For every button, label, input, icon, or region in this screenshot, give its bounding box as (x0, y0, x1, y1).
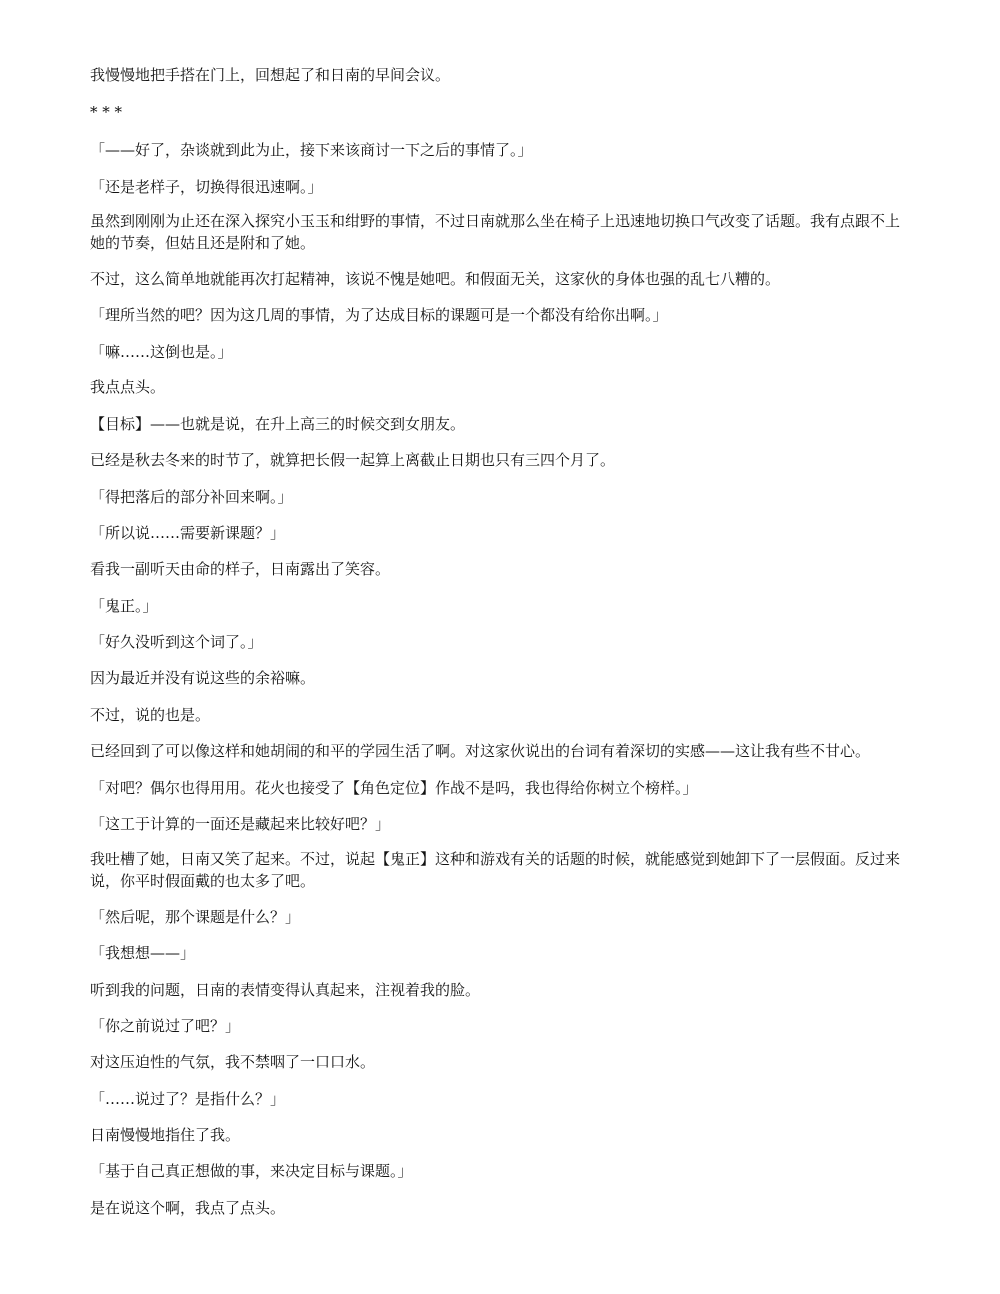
paragraph-25: 听到我的问题，日南的表情变得认真起来，注视着我的脸。 (90, 981, 481, 999)
paragraph-18: 不过，说的也是。 (90, 706, 211, 724)
paragraph-14: 看我一副听天由命的样子，日南露出了笑容。 (90, 560, 391, 578)
paragraph-20: 「对吧？偶尔也得用用。花火也接受了【角色定位】作战不是吗，我也得给你树立个榜样。」 (90, 779, 698, 797)
paragraph-13: 「所以说……需要新课题？」 (90, 524, 286, 542)
paragraph-24: 「我想想——」 (90, 944, 196, 962)
paragraph-6: 不过，这么简单地就能再次打起精神，该说不愧是她吧。和假面无关，这家伙的身体也强的乱七八糟的。 (90, 270, 781, 288)
paragraph-10: 【目标】——也就是说，在升上高三的时候交到女朋友。 (90, 415, 466, 433)
paragraph-30: 「基于自己真正想做的事，来决定目标与课题。」 (90, 1162, 413, 1180)
paragraph-9: 我点点头。 (90, 378, 166, 396)
paragraph-4: 「还是老样子，切换得很迅速啊。」 (90, 178, 323, 196)
paragraph-12: 「得把落后的部分补回来啊。」 (90, 488, 293, 506)
paragraph-7: 「理所当然的吧？因为这几周的事情，为了达成目标的课题可是一个都没有给你出啊。」 (90, 306, 668, 324)
paragraph-23: 「然后呢，那个课题是什么？」 (90, 908, 301, 926)
paragraph-19: 已经回到了可以像这样和她胡闹的和平的学园生活了啊。对这家伙说出的台词有着深切的实感——这让我有些不甘心。 (90, 742, 871, 760)
paragraph-8: 「嘛……这倒也是。」 (90, 343, 233, 361)
paragraph-27: 对这压迫性的气氛，我不禁咽了一口口水。 (90, 1053, 376, 1071)
paragraph-11: 已经是秋去冬来的时节了，就算把长假一起算上离截止日期也只有三四个月了。 (90, 451, 616, 469)
paragraph-21: 「这工于计算的一面还是藏起来比较好吧？」 (90, 815, 391, 833)
paragraph-17: 因为最近并没有说这些的余裕嘛。 (90, 669, 316, 687)
paragraph-1: 我慢慢地把手搭在门上，回想起了和日南的早间会议。 (90, 66, 451, 84)
paragraph-29: 日南慢慢地指住了我。 (90, 1126, 241, 1144)
paragraph-22: 我吐槽了她，日南又笑了起来。不过，说起【鬼正】这种和游戏有关的话题的时候，就能感觉到她卸下了一层假面。反过来说，你平时假面戴的也太多了吧。 (90, 850, 901, 890)
section-separator: * * * (90, 103, 123, 121)
paragraph-26: 「你之前说过了吧？」 (90, 1017, 241, 1035)
paragraph-28: 「……说过了？是指什么？」 (90, 1090, 286, 1108)
paragraph-3: 「——好了，杂谈就到此为止，接下来该商讨一下之后的事情了。」 (90, 141, 533, 159)
paragraph-31: 是在说这个啊，我点了点头。 (90, 1199, 286, 1217)
paragraph-16: 「好久没听到这个词了。」 (90, 633, 263, 651)
paragraph-5: 虽然到刚刚为止还在深入探究小玉玉和绀野的事情，不过日南就那么坐在椅子上迅速地切换口气改变了话题。我有点跟不上她的节奏，但姑且还是附和了她。 (90, 212, 901, 252)
paragraph-15: 「鬼正。」 (90, 597, 158, 615)
